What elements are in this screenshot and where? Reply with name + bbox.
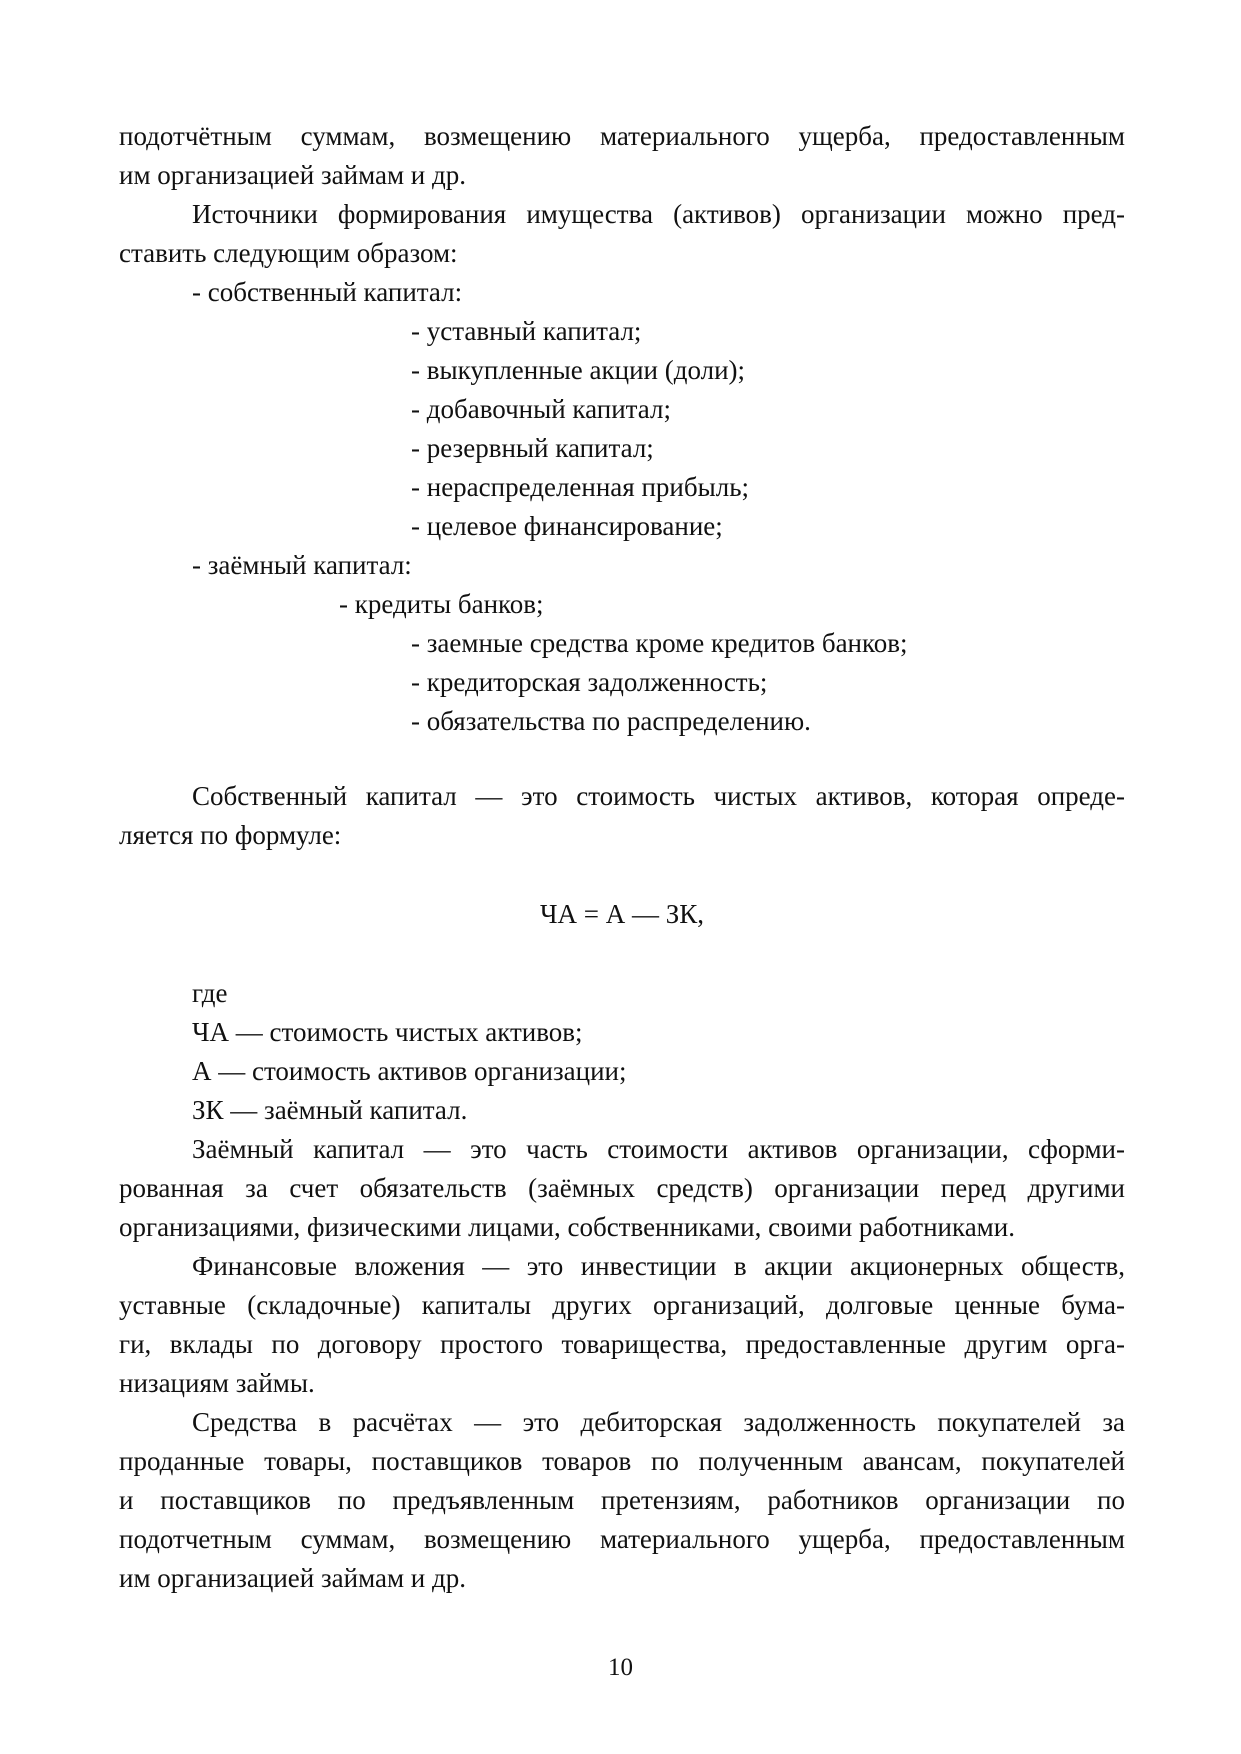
paragraph-line: им организацией займам и др. xyxy=(119,1563,466,1593)
paragraph-line: рованная за счет обязательств (заёмных средств) организации перед другими xyxy=(119,1173,1125,1203)
list-item: - обязательства по распределению. xyxy=(411,706,811,736)
equity-list xyxy=(119,273,1125,546)
sources-intro-paragraph xyxy=(119,195,1125,273)
legend-item: ЗК — заёмный капитал. xyxy=(192,1095,468,1125)
list-item: - добавочный капитал; xyxy=(411,394,671,424)
list-item: - целевое финансирование; xyxy=(411,511,723,541)
paragraph-line: Средства в расчётах — это дебиторская задолженность покупателей за xyxy=(192,1407,1125,1437)
paragraph-line: проданные товары, поставщиков товаров по полученным авансам, покупателей xyxy=(119,1446,1125,1476)
list-item: - выкупленные акции (доли); xyxy=(411,355,746,385)
settlements-paragraph xyxy=(119,1403,1125,1598)
paragraph-line: Источники формирования имущества (активов) организации можно пред- xyxy=(192,199,1125,229)
legend-item: ЧА — стоимость чистых активов; xyxy=(192,1017,583,1047)
paragraph-line: и поставщиков по предъявленным претензиям, работников организации по xyxy=(119,1485,1125,1515)
paragraph-line: Финансовые вложения — это инвестиции в акции акционерных обществ, xyxy=(192,1251,1125,1281)
list-item: - кредиторская задолженность; xyxy=(411,667,768,697)
borrowed-list xyxy=(119,546,1125,741)
list-item: - заемные средства кроме кредитов банков; xyxy=(411,628,908,658)
page-number: 10 xyxy=(608,1654,633,1681)
list-item: - кредиты банков; xyxy=(339,589,544,619)
paragraph-line: ги, вклады по договору простого товарищества, предоставленные другим орга- xyxy=(119,1329,1125,1359)
legend-item: А — стоимость активов организации; xyxy=(192,1056,627,1086)
definition-paragraph xyxy=(119,777,1125,855)
continuation-paragraph xyxy=(119,117,1125,195)
borrowed-capital-paragraph xyxy=(119,1130,1125,1247)
paragraph-line: ляется по формуле: xyxy=(119,820,342,850)
paragraph-line: низациям займы. xyxy=(119,1368,315,1398)
legend-label: где xyxy=(192,978,228,1008)
list-item: - уставный капитал; xyxy=(411,316,642,346)
paragraph-line: Собственный капитал — это стоимость чистых активов, которая опреде- xyxy=(192,781,1125,811)
paragraph-line: уставные (складочные) капиталы других организаций, долговые ценные бума- xyxy=(119,1290,1125,1320)
paragraph-line: им организацией займам и др. xyxy=(119,160,466,190)
paragraph-line: организациями, физическими лицами, собственниками, своими работниками. xyxy=(119,1212,1015,1242)
list-item: - нераспределенная прибыль; xyxy=(411,472,750,502)
paragraph-line: Заёмный капитал — это часть стоимости активов организации, сформи- xyxy=(192,1134,1125,1164)
borrowed-heading: - заёмный капитал: xyxy=(192,550,412,580)
formula-legend xyxy=(119,974,1125,1130)
paragraph-line: подотчётным суммам, возмещению материального ущерба, предоставленным xyxy=(119,121,1125,151)
equity-heading: - собственный капитал: xyxy=(192,277,463,307)
paragraph-line: ставить следующим образом: xyxy=(119,238,458,268)
paragraph-line: подотчетным суммам, возмещению материального ущерба, предоставленным xyxy=(119,1524,1125,1554)
page-body xyxy=(119,117,1125,1598)
list-item: - резервный капитал; xyxy=(411,433,654,463)
formula: ЧА = А — ЗК, xyxy=(539,899,705,929)
investments-paragraph xyxy=(119,1247,1125,1403)
